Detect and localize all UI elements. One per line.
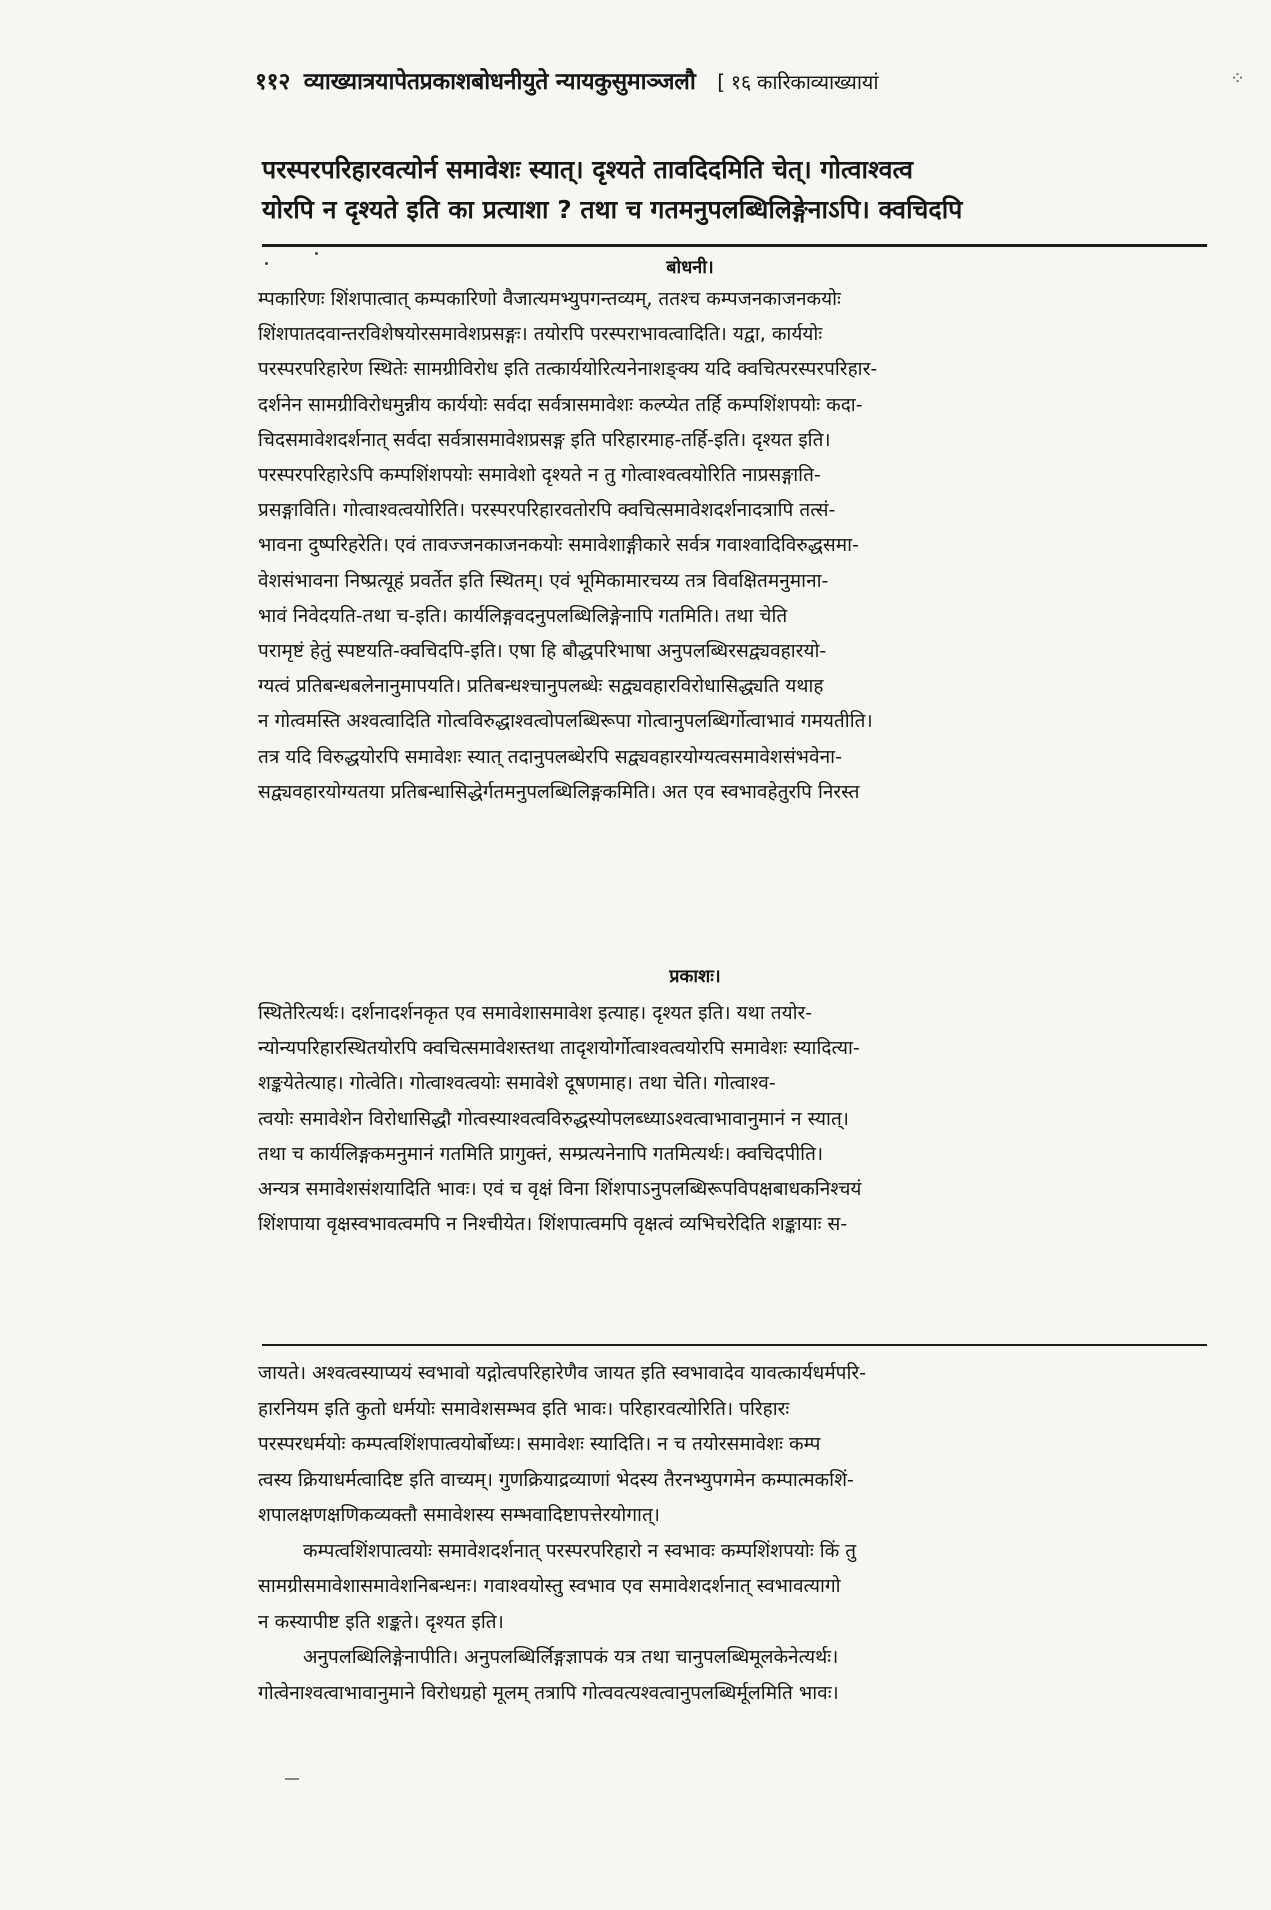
commentary-line: परस्परपरिहारेऽपि कम्पशिंशपयोः समावेशो दृश्यते न तु गोत्वाश्वत्वयोरिति नाप्रसङ्गाति- xyxy=(258,464,821,487)
footnote-line: न कस्यापीष्ट इति शङ्कते। दृश्यत इति। xyxy=(258,1610,504,1633)
prakasha-title: प्रकाशः। xyxy=(669,966,721,987)
divider-rule xyxy=(262,1344,1207,1346)
page-number: ११२ xyxy=(255,69,290,95)
footnote-line: सामग्रीसमावेशासमावेशनिबन्धनः। गवाश्वयोस्तु स्वभाव एव समावेशदर्शनात् स्वभावत्यागो xyxy=(258,1575,841,1597)
prakasha-commentary xyxy=(258,996,1198,1242)
footnote-line: अनुपलब्धिलिङ्गेनापीति। अनुपलब्धिर्लिङ्गज्ञापकं यत्र तथा चानुपलब्धिमूलकेनेत्यर्थः। xyxy=(303,1646,839,1668)
footnote-line: गोत्वेनाश्वत्वाभावानुमाने विरोधग्रहो मूलम् तत्रापि गोत्ववत्यश्वत्वानुपलब्धिर्मूलमिति भावः। xyxy=(258,1681,839,1704)
commentary-line: सद्व्यवहारयोग्यतया प्रतिबन्धासिद्धेर्गतमनुपलब्धिलिङ्गकमिति। अत एव स्वभावहेतुरपि निरस्त xyxy=(258,780,860,803)
commentary-line: परामृष्टं हेतुं स्पष्टयति-क्वचिदपि-इति। एषा हि बौद्धपरिभाषा अनुपलब्धिरसद्व्यवहारयो- xyxy=(258,640,827,663)
commentary-line: परस्परपरिहारेण स्थितेः सामग्रीविरोध इति तत्कार्ययोरित्यनेनाशङ्क्य यदि क्वचित्परस्परपरिहार- xyxy=(258,358,878,381)
commentary-line: अन्यत्र समावेशसंशयादिति भावः। एवं च वृक्षं विना शिंशपाऽनुपलब्धिरूपविपक्षबाधकनिश्चयं xyxy=(258,1178,862,1201)
commentary-line: स्थितेरित्यर्थः। दर्शनादर्शनकृत एव समावेशासमावेश इत्याह। दृश्यत इति। यथा तयोर- xyxy=(258,1002,813,1024)
running-header xyxy=(255,64,1085,96)
commentary-line: न गोत्वमस्ति अश्वत्वादिति गोत्वविरुद्धाश्वत्वोपलब्धिरूपा गोत्वानुपलब्धिर्गोत्वाभावं गमयतीति। xyxy=(258,710,873,733)
commentary-line: तथा च कार्यलिङ्गकमनुमानं गतमिति प्रागुक्तं, सम्प्रत्यनेनापि गतमित्यर्थः। क्वचिदपीति। xyxy=(258,1142,824,1165)
commentary-line: भावं निवेदयति-तथा च-इति। कार्यलिङ्गवदनुपलब्धिलिङ्गेनापि गतमिति। तथा चेति xyxy=(258,604,788,627)
book-title: व्याख्यात्रयापेतप्रकाशबोधनीयुते न्यायकुसुमाञ्जलौ xyxy=(303,69,696,95)
main-text-line: परस्परपरिहारवत्योर्न समावेशः स्यात्। दृश्यते तावदिदमिति चेत्। गोत्वाश्वत्व xyxy=(262,155,914,184)
divider-rule xyxy=(262,244,1207,247)
commentary-line: ग्यत्वं प्रतिबन्धबलेनानुमापयति। प्रतिबन्धश्चानुपलब्धेः सद्व्यवहारविरोधासिद्ध्यति यथाह xyxy=(258,675,824,698)
footnote-line: जायते। अश्वत्वस्याप्ययं स्वभावो यद्गोत्वपरिहारेणैव जायत इति स्वभावादेव यावत्कार्यधर्मपरि- xyxy=(258,1362,867,1384)
commentary-line: शिंशपाया वृक्षस्वभावत्वमपि न निश्चीयेत। शिंशपात्वमपि वृक्षत्वं व्यभिचरेदिति शङ्कायाः स- xyxy=(258,1213,848,1236)
footnote-line: त्वस्य क्रियाधर्मत्वादिष्ट इति वाच्यम्। गुणक्रियाद्रव्याणां भेदस्य तैरनभ्युपगमेन कम्पात्मकशिं- xyxy=(258,1468,854,1491)
footnote-line: हारनियम इति कुतो धर्मयोः समावेशसम्भव इति भावः। परिहारवत्योरिति। परिहारः xyxy=(258,1397,790,1420)
main-text-line: योरपि न दृश्यते इति का प्रत्याशा ? तथा च गतमनुपलब्धिलिङ्गेनाऽपि। क्वचिदपि xyxy=(262,195,963,224)
commentary-line: प्रसङ्गाविति। गोत्वाश्वत्वयोरिति। परस्परपरिहारवतोरपि क्वचित्समावेशदर्शनादत्रापि तत्सं- xyxy=(258,499,836,522)
footnote-line: कम्पत्वशिंशपात्वयोः समावेशदर्शनात् परस्परपरिहारो न स्वभावः कम्पशिंशपयोः किं तु xyxy=(303,1539,857,1562)
commentary-line: चिदसमावेशदर्शनात् सर्वदा सर्वत्रासमावेशप्रसङ्ग इति परिहारमाह-तर्हि-इति। दृश्यत इति। xyxy=(258,428,831,451)
commentary-line: शिंशपातदवान्तरविशेषयोरसमावेशप्रसङ्गः। तयोरपि परस्पराभावत्वादिति। यद्वा, कार्ययोः xyxy=(258,323,823,346)
commentary-line: म्पकारिणः शिंशपात्वात् कम्पकारिणो वैजात्यमभ्युपगन्तव्यम्, ततश्च कम्पजनकाजनकयोः xyxy=(258,288,841,310)
commentary-line: शङ्कयेतेत्याह। गोत्वेति। गोत्वाश्वत्वयोः समावेशे दूषणमाह। तथा चेति। गोत्वाश्व- xyxy=(258,1072,776,1095)
commentary-line: भावना दुष्परिहरेति। एवं तावज्जनकाजनकयोः समावेशाङ्गीकारे सर्वत्र गवाश्वादिविरुद्धसमा- xyxy=(258,534,859,557)
margin-mark-icon: ⁘ xyxy=(1230,68,1246,89)
footnote-line: परस्परधर्मयोः कम्पत्वशिंशपात्वयोर्बोध्यः। समावेशः स्यादिति। न च तयोरसमावेशः कम्प xyxy=(258,1433,821,1455)
scan-speck xyxy=(285,1778,299,1780)
main-text xyxy=(262,150,1207,230)
bodhani-commentary xyxy=(258,282,1198,810)
footnotes xyxy=(258,1356,1203,1711)
commentary-line: वेशसंभावना निष्प्रत्यूहं प्रवर्तेत इति स्थितम्। एवं भूमिकामारचय्य तत्र विवक्षितमनुमाना- xyxy=(258,569,829,592)
commentary-line: त्वयोः समावेशेन विरोधासिद्धौ गोत्वस्याश्वत्वविरुद्धस्योपलब्ध्याऽश्वत्वाभावानुमानं न स्यात्। xyxy=(258,1107,849,1130)
commentary-line: दर्शनेन सामग्रीविरोधमुन्नीय कार्ययोः सर्वदा सर्वत्रासमावेशः कल्प्येत तर्हि कम्पशिंशपयोः कदा- xyxy=(258,393,863,416)
footnote-line: शपालक्षणक्षणिकव्यक्तौ समावेशस्य सम्भवादिष्टापत्तेरयोगात्। xyxy=(258,1504,660,1526)
scan-speck xyxy=(265,262,268,265)
commentary-line: तत्र यदि विरुद्धयोरपि समावेशः स्यात् तदानुपलब्धेरपि सद्व्यवहारयोग्यत्वसमावेशसंभवेना- xyxy=(258,745,842,768)
commentary-line: न्योन्यपरिहारस्थितयोरपि क्वचित्समावेशस्तथा तादृशयोर्गोत्वाश्वत्वयोरपि समावेशः स्यादित्या- xyxy=(258,1037,860,1060)
bodhani-title: बोधनी। xyxy=(666,257,714,278)
section-reference: [ १६ कारिकाव्याख्यायां xyxy=(717,70,879,94)
scan-speck xyxy=(315,252,318,255)
